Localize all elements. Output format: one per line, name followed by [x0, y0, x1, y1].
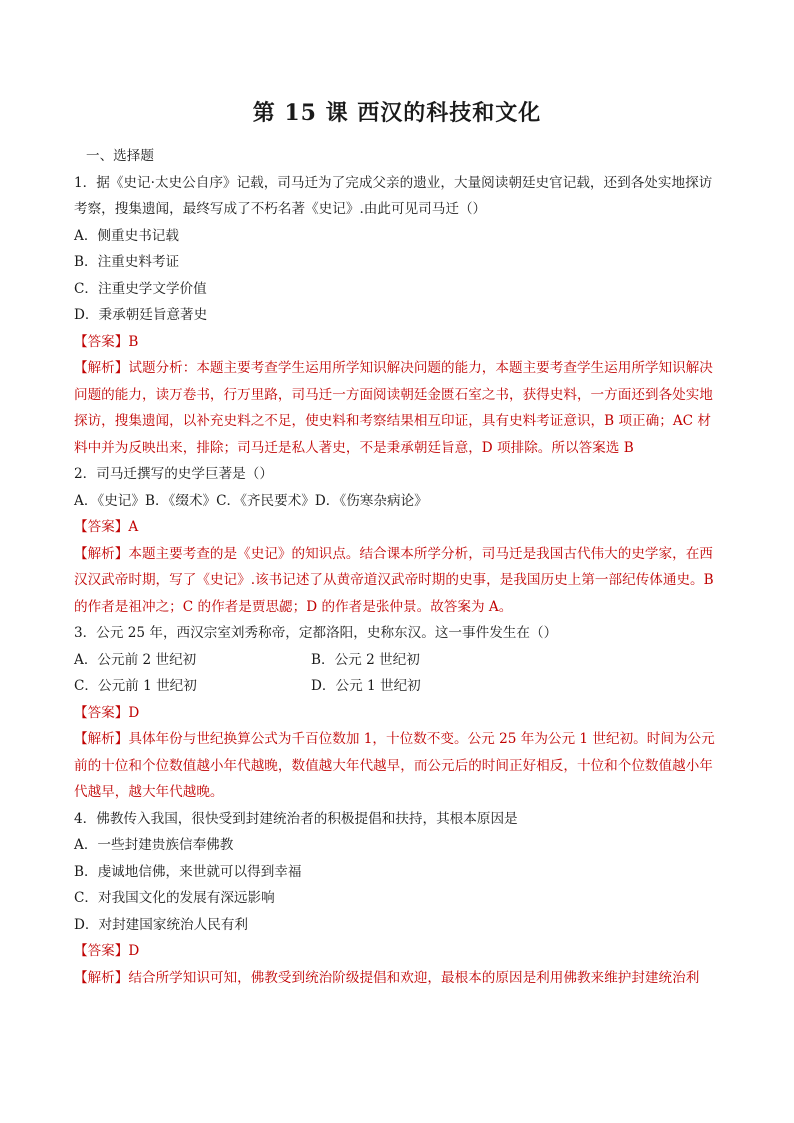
section-heading: 一、选择题 — [86, 148, 154, 164]
answer-tag: 【答案】 — [74, 333, 129, 350]
question-stem: 2．司马迁撰写的史学巨著是（） — [74, 466, 273, 482]
answer-value: A — [128, 519, 139, 535]
options-row — [74, 647, 724, 674]
analysis-tag: 【解析】 — [74, 969, 129, 986]
answer-value: B — [128, 333, 139, 350]
option: A．一些封建贵族信奉佛教 — [74, 837, 234, 853]
analysis-text: 本题主要考查的是《史记》的知识点。结合课本所学分析，司马迁是我国古代伟大的史学家，在西汉汉武帝时期，写了《史记》.该书记述了从黄帝道汉武帝时期的史事，是我国历史上第一部纪传体通史。B 的作者是祖冲之；C 的作者是贾思勰；D 的作者是张仲景。故答案为 A。 — [74, 545, 714, 615]
question-stem: 3．公元 25 年，西汉宗室刘秀称帝，定都洛阳，史称东汉。这一事件发生在（） — [74, 625, 558, 641]
option: B．注重史料考证 — [74, 254, 180, 270]
option: C．对我国文化的发展有深远影响 — [74, 890, 275, 906]
option: C．注重史学文学价值 — [74, 280, 207, 297]
analysis-line — [74, 965, 724, 992]
option: C．公元前 1 世纪初 — [74, 678, 197, 694]
answer-line — [74, 514, 724, 541]
analysis-line — [74, 541, 724, 621]
answer-tag: 【答案】 — [74, 704, 129, 721]
answer-tag: 【答案】 — [74, 943, 129, 959]
answer-line — [74, 329, 724, 356]
option: B．公元 2 世纪初 — [311, 651, 420, 668]
option: B．虔诚地信佛，来世就可以得到幸福 — [74, 863, 302, 880]
option: D．秉承朝廷旨意著史 — [74, 307, 208, 323]
question-3 — [74, 620, 724, 806]
answer-value: D — [128, 943, 140, 959]
option: D．对封建国家统治人民有利 — [74, 916, 249, 933]
question-1 — [74, 170, 724, 462]
analysis-tag: 【解析】 — [74, 360, 129, 376]
option: A．侧重史书记载 — [74, 227, 179, 244]
option: D．公元 1 世纪初 — [311, 678, 421, 694]
question-stem: 4．佛教传入我国，很快受到封建统治者的积极提倡和扶持，其根本原因是 — [74, 810, 518, 827]
option: A．公元前 2 世纪初 — [74, 651, 197, 668]
document-body — [74, 143, 724, 991]
answer-tag: 【答案】 — [74, 519, 129, 535]
question-4 — [74, 806, 724, 992]
analysis-tag: 【解析】 — [74, 731, 129, 747]
question-stem: 1．据《史记·太史公自序》记载，司马迁为了完成父亲的遗业，大量阅读朝廷史官记载，还到各处实地探访考察，搜集遗闻，最终写成了不朽名著《史记》.由此可见司马迁（） — [74, 174, 713, 217]
answer-line — [74, 938, 724, 965]
analysis-tag: 【解析】 — [74, 545, 129, 562]
analysis-line — [74, 355, 724, 461]
page-title: 第 15 课 西汉的科技和文化 — [252, 100, 542, 126]
options-inline: A．《史记》B．《缀术》C．《齐民要术》D．《伤寒杂病论》 — [74, 492, 428, 509]
answer-value: D — [128, 704, 140, 721]
question-2 — [74, 461, 724, 620]
analysis-line — [74, 726, 724, 806]
options-row — [74, 673, 724, 700]
answer-line — [74, 700, 724, 727]
analysis-text: 结合所学知识可知，佛教受到统治阶级提倡和欢迎，最根本的原因是利用佛教来维护封建统治利 — [128, 969, 700, 986]
analysis-text: 试题分析：本题主要考查学生运用所学知识解决问题的能力，本题主要考查学生运用所学知识解决问题的能力，读万卷书，行万里路，司马迁一方面阅读朝廷金匮石室之书，获得史料，一方面还到各处实地探访，搜集遗闻，以补充史料之不足，使史料和考察结果相互印证，具有史料考证意识，B 项正确；AC 材料中并为反映出来，排除；司马迁是私人著史，不是秉承朝廷旨意，D 项排除。所以答案选 B — [74, 360, 713, 456]
analysis-text: 具体年份与世纪换算公式为千百位数加 1，十位数不变。公元 25 年为公元 1 世纪初。时间为公元前的十位和个位数值越小年代越晚，数值越大年代越早，而公元后的时间正好相反，十位和个位数值越小年代越早，越大年代越晚。 — [74, 731, 715, 800]
